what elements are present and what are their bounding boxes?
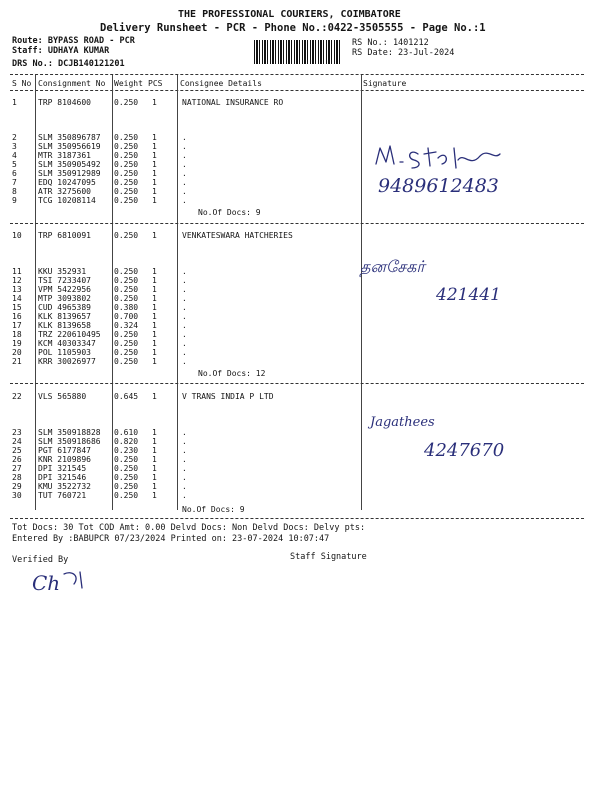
consignee-dot: . <box>182 267 187 276</box>
sno: 12 <box>12 276 22 285</box>
consignee-dot: . <box>182 169 187 178</box>
handwritten-signature <box>366 408 556 468</box>
consignee-dot: . <box>182 339 187 348</box>
pcs: 1 <box>152 312 157 321</box>
weight: 0.250 <box>114 285 139 294</box>
consignment-no: TRP 8104600 <box>38 98 91 107</box>
consignee-dot: . <box>182 312 187 321</box>
entered-by-line: Entered By :BABUPCR 07/23/2024 Printed on: 23-07-2024 10:07:47 <box>12 534 330 544</box>
pcs: 1 <box>152 392 157 401</box>
totals-line: Tot Docs: 30 Tot COD Amt: 0.00 Delvd Docs: Non Delvd Docs: Delvy pts: <box>12 523 366 533</box>
weight: 0.250 <box>114 276 139 285</box>
table-bottom-rule <box>10 518 584 519</box>
consignment-no: SLM 350918828 <box>38 428 101 437</box>
consignment-no: TSI 7233407 <box>38 276 91 285</box>
consignment-no: SLM 350905492 <box>38 160 101 169</box>
consignment-no: KMU 3522732 <box>38 482 91 491</box>
sno: 2 <box>12 133 17 142</box>
consignment-no: KCM 40303347 <box>38 339 96 348</box>
weight: 0.250 <box>114 357 139 366</box>
weight: 0.250 <box>114 491 139 500</box>
pcs: 1 <box>152 303 157 312</box>
sno: 29 <box>12 482 22 491</box>
consignment-no: MTR 3187361 <box>38 151 91 160</box>
consignee-dot: . <box>182 348 187 357</box>
weight: 0.250 <box>114 160 139 169</box>
consignee-dot: . <box>182 303 187 312</box>
pcs: 1 <box>152 98 157 107</box>
weight: 0.250 <box>114 187 139 196</box>
group-separator <box>10 383 584 384</box>
consignment-no: TUT 760721 <box>38 491 87 500</box>
weight: 0.250 <box>114 133 139 142</box>
runsheet-title: Delivery Runsheet - PCR - Phone No.:0422-3505555 - Page No.:1 <box>100 22 486 34</box>
weight: 0.250 <box>114 142 139 151</box>
pcs: 1 <box>152 276 157 285</box>
consignment-no: CUD 4965389 <box>38 303 91 312</box>
signature-phone: 421441 <box>436 285 501 305</box>
consignment-no: KLK 8139657 <box>38 312 91 321</box>
weight: 0.230 <box>114 446 139 455</box>
col-divider <box>177 75 178 510</box>
weight: 0.250 <box>114 169 139 178</box>
sno: 22 <box>12 392 22 401</box>
pcs: 1 <box>152 285 157 294</box>
consignment-no: KKU 352931 <box>38 267 87 276</box>
consignment-no: SLM 350918686 <box>38 437 101 446</box>
consignee-dot: . <box>182 321 187 330</box>
pcs: 1 <box>152 455 157 464</box>
consignment-no: KNR 2109896 <box>38 455 91 464</box>
consignment-no: VLS 565880 <box>38 392 87 401</box>
sno: 8 <box>12 187 17 196</box>
pcs: 1 <box>152 357 157 366</box>
col-divider <box>112 75 113 510</box>
pcs: 1 <box>152 330 157 339</box>
weight: 0.250 <box>114 482 139 491</box>
col-pcs: PCS <box>148 79 163 88</box>
consignment-no: PGT 6177847 <box>38 446 91 455</box>
consignee-dot: . <box>182 464 187 473</box>
drs-number: DRS No.: DCJB140121201 <box>12 59 125 69</box>
consignment-no: DPI 321546 <box>38 473 87 482</box>
weight: 0.250 <box>114 473 139 482</box>
docs-count: No.Of Docs: 12 <box>198 369 266 378</box>
barcode <box>254 40 342 64</box>
col-sno: S No <box>12 79 32 88</box>
pcs: 1 <box>152 133 157 142</box>
sno: 3 <box>12 142 17 151</box>
rs-date: RS Date: 23-Jul-2024 <box>352 48 455 58</box>
verified-initials-text: Ch <box>32 571 61 595</box>
weight: 0.324 <box>114 321 139 330</box>
verified-by-label: Verified By <box>12 555 69 565</box>
consignment-no: DPI 321545 <box>38 464 87 473</box>
consignee-name: NATIONAL INSURANCE RO <box>182 98 284 107</box>
consignment-no: SLM 350956619 <box>38 142 101 151</box>
consignee-dot: . <box>182 196 187 205</box>
consignee-dot: . <box>182 187 187 196</box>
weight: 0.250 <box>114 196 139 205</box>
weight: 0.250 <box>114 455 139 464</box>
sno: 27 <box>12 464 22 473</box>
pcs: 1 <box>152 151 157 160</box>
sno: 21 <box>12 357 22 366</box>
signature-name: Jagathees <box>370 415 435 430</box>
sno: 20 <box>12 348 22 357</box>
pcs: 1 <box>152 160 157 169</box>
group-separator <box>10 223 584 224</box>
consignee-name: V TRANS INDIA P LTD <box>182 392 274 401</box>
sno: 19 <box>12 339 22 348</box>
weight: 0.250 <box>114 294 139 303</box>
consignment-no: VPM 5422956 <box>38 285 91 294</box>
pcs: 1 <box>152 142 157 151</box>
weight: 0.250 <box>114 348 139 357</box>
sno: 13 <box>12 285 22 294</box>
col-divider <box>35 75 36 510</box>
sno: 16 <box>12 312 22 321</box>
pcs: 1 <box>152 231 157 240</box>
consignee-dot: . <box>182 294 187 303</box>
pcs: 1 <box>152 348 157 357</box>
consignment-no: TRZ 220610495 <box>38 330 101 339</box>
consignee-dot: . <box>182 473 187 482</box>
sno: 15 <box>12 303 22 312</box>
pcs: 1 <box>152 196 157 205</box>
pcs: 1 <box>152 267 157 276</box>
sno: 5 <box>12 160 17 169</box>
signature-phone: 9489612483 <box>378 175 499 197</box>
consignee-dot: . <box>182 437 187 446</box>
header-rule-top <box>10 74 584 75</box>
sno: 11 <box>12 267 22 276</box>
consignment-no: KLK 8139658 <box>38 321 91 330</box>
sno: 18 <box>12 330 22 339</box>
weight: 0.250 <box>114 339 139 348</box>
pcs: 1 <box>152 294 157 303</box>
sno: 7 <box>12 178 17 187</box>
pcs: 1 <box>152 178 157 187</box>
pcs: 1 <box>152 482 157 491</box>
docs-count: No.Of Docs: 9 <box>182 505 245 514</box>
consignee-dot: . <box>182 455 187 464</box>
pcs: 1 <box>152 187 157 196</box>
consignee-dot: . <box>182 151 187 160</box>
route-label: Route: BYPASS ROAD - PCR <box>12 36 135 46</box>
pcs: 1 <box>152 473 157 482</box>
weight: 0.700 <box>114 312 139 321</box>
consignment-no: ATR 3275600 <box>38 187 91 196</box>
pcs: 1 <box>152 464 157 473</box>
weight: 0.250 <box>114 464 139 473</box>
consignee-dot: . <box>182 428 187 437</box>
weight: 0.250 <box>114 267 139 276</box>
consignee-dot: . <box>182 446 187 455</box>
sno: 10 <box>12 231 22 240</box>
consignee-name: VENKATESWARA HATCHERIES <box>182 231 293 240</box>
weight: 0.250 <box>114 330 139 339</box>
consignment-no: TCG 10208114 <box>38 196 96 205</box>
weight: 0.250 <box>114 231 139 240</box>
verified-initials <box>28 562 108 602</box>
handwritten-signature <box>358 252 548 310</box>
sno: 23 <box>12 428 22 437</box>
sno: 26 <box>12 455 22 464</box>
consignee-dot: . <box>182 178 187 187</box>
consignee-dot: . <box>182 482 187 491</box>
sno: 30 <box>12 491 22 500</box>
consignee-dot: . <box>182 142 187 151</box>
pcs: 1 <box>152 339 157 348</box>
weight: 0.250 <box>114 151 139 160</box>
sno: 6 <box>12 169 17 178</box>
sno: 1 <box>12 98 17 107</box>
consignment-no: POL 1105903 <box>38 348 91 357</box>
sno: 17 <box>12 321 22 330</box>
consignment-no: KRR 30026977 <box>38 357 96 366</box>
consignment-no: SLM 350896787 <box>38 133 101 142</box>
weight: 0.380 <box>114 303 139 312</box>
weight: 0.250 <box>114 178 139 187</box>
col-weight: Weight <box>114 79 143 88</box>
company-name: THE PROFESSIONAL COURIERS, COIMBATORE <box>178 9 401 20</box>
consignment-no: EDQ 10247095 <box>38 178 96 187</box>
sno: 24 <box>12 437 22 446</box>
signature-phone: 4247670 <box>424 440 505 461</box>
sno: 4 <box>12 151 17 160</box>
pcs: 1 <box>152 491 157 500</box>
pcs: 1 <box>152 446 157 455</box>
consignee-dot: . <box>182 276 187 285</box>
pcs: 1 <box>152 437 157 446</box>
staff-signature-label: Staff Signature <box>290 552 367 562</box>
col-signature: Signature <box>363 79 407 88</box>
pcs: 1 <box>152 169 157 178</box>
staff-label: Staff: UDHAYA KUMAR <box>12 46 110 56</box>
consignment-no: TRP 6810091 <box>38 231 91 240</box>
weight: 0.610 <box>114 428 139 437</box>
consignment-no: SLM 350912989 <box>38 169 101 178</box>
sno: 14 <box>12 294 22 303</box>
col-consignment: Consignment No <box>38 79 106 88</box>
sno: 9 <box>12 196 17 205</box>
signature-name: தனசேகர் <box>360 257 425 276</box>
consignee-dot: . <box>182 491 187 500</box>
consignee-dot: . <box>182 330 187 339</box>
sno: 28 <box>12 473 22 482</box>
weight: 0.820 <box>114 437 139 446</box>
consignment-no: MTP 3093802 <box>38 294 91 303</box>
weight: 0.645 <box>114 392 139 401</box>
handwritten-signature <box>370 138 560 198</box>
consignee-dot: . <box>182 160 187 169</box>
consignee-dot: . <box>182 285 187 294</box>
consignee-dot: . <box>182 133 187 142</box>
rs-number: RS No.: 1401212 <box>352 38 429 48</box>
docs-count: No.Of Docs: 9 <box>198 208 261 217</box>
weight: 0.250 <box>114 98 139 107</box>
consignee-dot: . <box>182 357 187 366</box>
pcs: 1 <box>152 428 157 437</box>
pcs: 1 <box>152 321 157 330</box>
sno: 25 <box>12 446 22 455</box>
header-rule-bottom <box>10 90 584 91</box>
col-consignee: Consignee Details <box>180 79 262 88</box>
